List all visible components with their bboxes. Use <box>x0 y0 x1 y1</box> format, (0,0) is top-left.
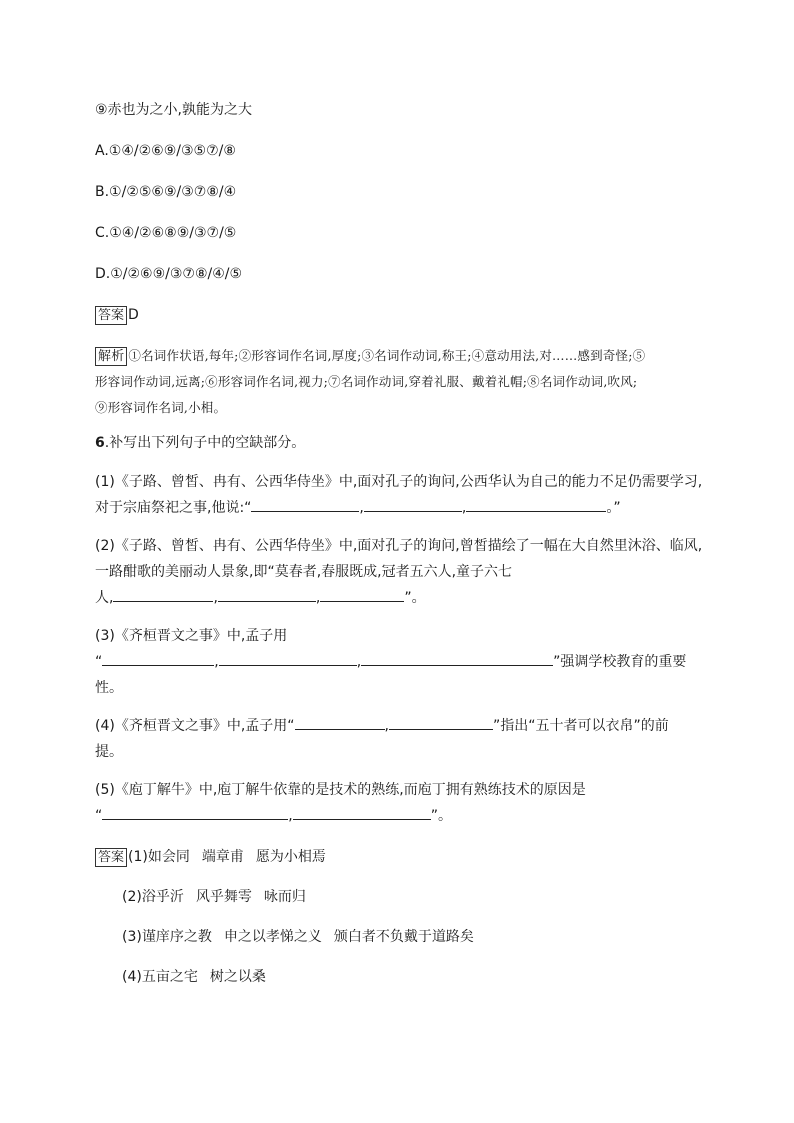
answer-text: (1)如会同 <box>128 849 190 865</box>
fill-item-2-lead: 人, <box>95 590 114 606</box>
separator: , <box>461 500 467 516</box>
fill-item-4-text: (4)《齐桓晋文之事》中,孟子用“ <box>95 718 295 734</box>
blank-field[interactable] <box>102 803 288 820</box>
blank-field[interactable] <box>389 713 493 730</box>
analysis-line-1: ①名词作状语,每年;②形容词作名词,厚度;③名词作动词,称王;④意动用法,对……感到奇怪;⑤ <box>128 348 646 363</box>
fill-item-2-text: (2)《子路、曾皙、冉有、公西华侍坐》中,面对孔子的询问,曾皙描绘了一幅在大自然里沐浴、临风, <box>95 538 703 554</box>
separator: , <box>213 590 218 606</box>
answer-tag: 答案 <box>95 848 127 867</box>
fill-item-1-text: (1)《子路、曾皙、冉有、公西华侍坐》中,面对孔子的询问,公西华认为自己的能力不足仍需要学习, <box>95 474 703 490</box>
blank-field[interactable] <box>361 649 553 666</box>
answer-text: (3)谨庠序之教 <box>122 929 212 945</box>
separator: , <box>288 808 293 824</box>
answer-6-2 <box>95 883 705 911</box>
question-number: 6 <box>95 435 105 451</box>
separator: , <box>356 654 362 670</box>
answer-value: D <box>128 307 139 323</box>
blank-field[interactable] <box>364 495 462 512</box>
fill-item-2-text-2: 一路酣歌的美丽动人景象,即“莫春者,春服既成,冠者五六人,童子六七 <box>95 564 513 580</box>
answer-text: 颁白者不负戴于道路矣 <box>333 929 474 945</box>
blank-field[interactable] <box>293 803 431 820</box>
analysis-tag: 解析 <box>95 347 127 366</box>
answer-text: 风乎舞雩 <box>195 889 252 905</box>
answer-text: 愿为小相焉 <box>255 849 326 865</box>
option-d: D.①/②⑥⑨/③⑦⑧/④/⑤ <box>95 266 243 282</box>
separator: , <box>359 500 364 516</box>
blank-field[interactable] <box>466 495 606 512</box>
question-6-prompt: .补写出下列句子中的空缺部分。 <box>104 435 306 451</box>
blank-field[interactable] <box>218 585 316 602</box>
blank-field[interactable] <box>102 649 214 666</box>
analysis-line-2: 形容词作动词,远离;⑥形容词作名词,视力;⑦名词作动词,穿着礼服、戴着礼帽;⑧名词作动词,吹风; <box>95 374 638 389</box>
separator: , <box>214 654 219 670</box>
answer-text: 端章甫 <box>201 849 244 865</box>
answer-text: 咏而归 <box>263 889 306 905</box>
closing-punct: ”指出“五十者可以衣帛”的前 <box>493 718 669 734</box>
answer-5 <box>95 301 705 329</box>
closing-punct: ”。 <box>404 590 426 606</box>
answer-text: 申之以孝悌之义 <box>223 929 322 945</box>
fill-item-4 <box>95 713 705 765</box>
option-c: C.①④/②⑥⑧⑨/③⑦/⑤ <box>95 225 237 241</box>
option-a: A.①④/②⑥⑨/③⑤⑦/⑧ <box>95 143 236 159</box>
answer-6-3 <box>95 923 705 951</box>
blank-field[interactable] <box>113 585 213 602</box>
fill-item-1-lead: 对于宗庙祭祀之事,他说:“ <box>95 500 252 516</box>
fill-item-2 <box>95 533 705 611</box>
analysis-block <box>95 343 705 421</box>
answer-text: (2)浴乎沂 <box>122 889 184 905</box>
question-6-title <box>95 429 705 457</box>
closing-punct: 。” <box>606 500 621 516</box>
blank-field[interactable] <box>320 585 404 602</box>
answer-tag: 答案 <box>95 306 127 325</box>
answer-6-4 <box>95 963 705 991</box>
analysis-line-3: ⑨形容词作名词,小相。 <box>95 400 227 415</box>
fill-item-1 <box>95 469 705 521</box>
fill-item-3-text: (3)《齐桓晋文之事》中,孟子用 <box>95 628 288 644</box>
answer-text: 树之以桑 <box>209 969 266 985</box>
fill-item-3 <box>95 623 705 701</box>
closing-punct: ”。 <box>430 808 452 824</box>
document-page <box>95 96 705 991</box>
fill-item-3-tail: 性。 <box>95 680 123 696</box>
answer-6 <box>95 843 705 871</box>
question-item-9: ⑨赤也为之小,孰能为之大 <box>95 102 253 118</box>
fill-item-4-tail: 提。 <box>95 744 123 760</box>
blank-field[interactable] <box>295 713 385 730</box>
closing-punct: ”强调学校教育的重要 <box>553 654 687 670</box>
blank-field[interactable] <box>251 495 359 512</box>
fill-item-5 <box>95 777 705 829</box>
option-b: B.①/②⑤⑥⑨/③⑦⑧/④ <box>95 184 237 200</box>
separator: , <box>384 718 389 734</box>
open-quote: “ <box>95 654 103 670</box>
separator: , <box>315 590 321 606</box>
blank-field[interactable] <box>219 649 357 666</box>
fill-item-5-text: (5)《庖丁解牛》中,庖丁解牛依靠的是技术的熟练,而庖丁拥有熟练技术的原因是 <box>95 782 586 798</box>
answer-text: (4)五亩之宅 <box>122 969 198 985</box>
open-quote: “ <box>95 808 103 824</box>
